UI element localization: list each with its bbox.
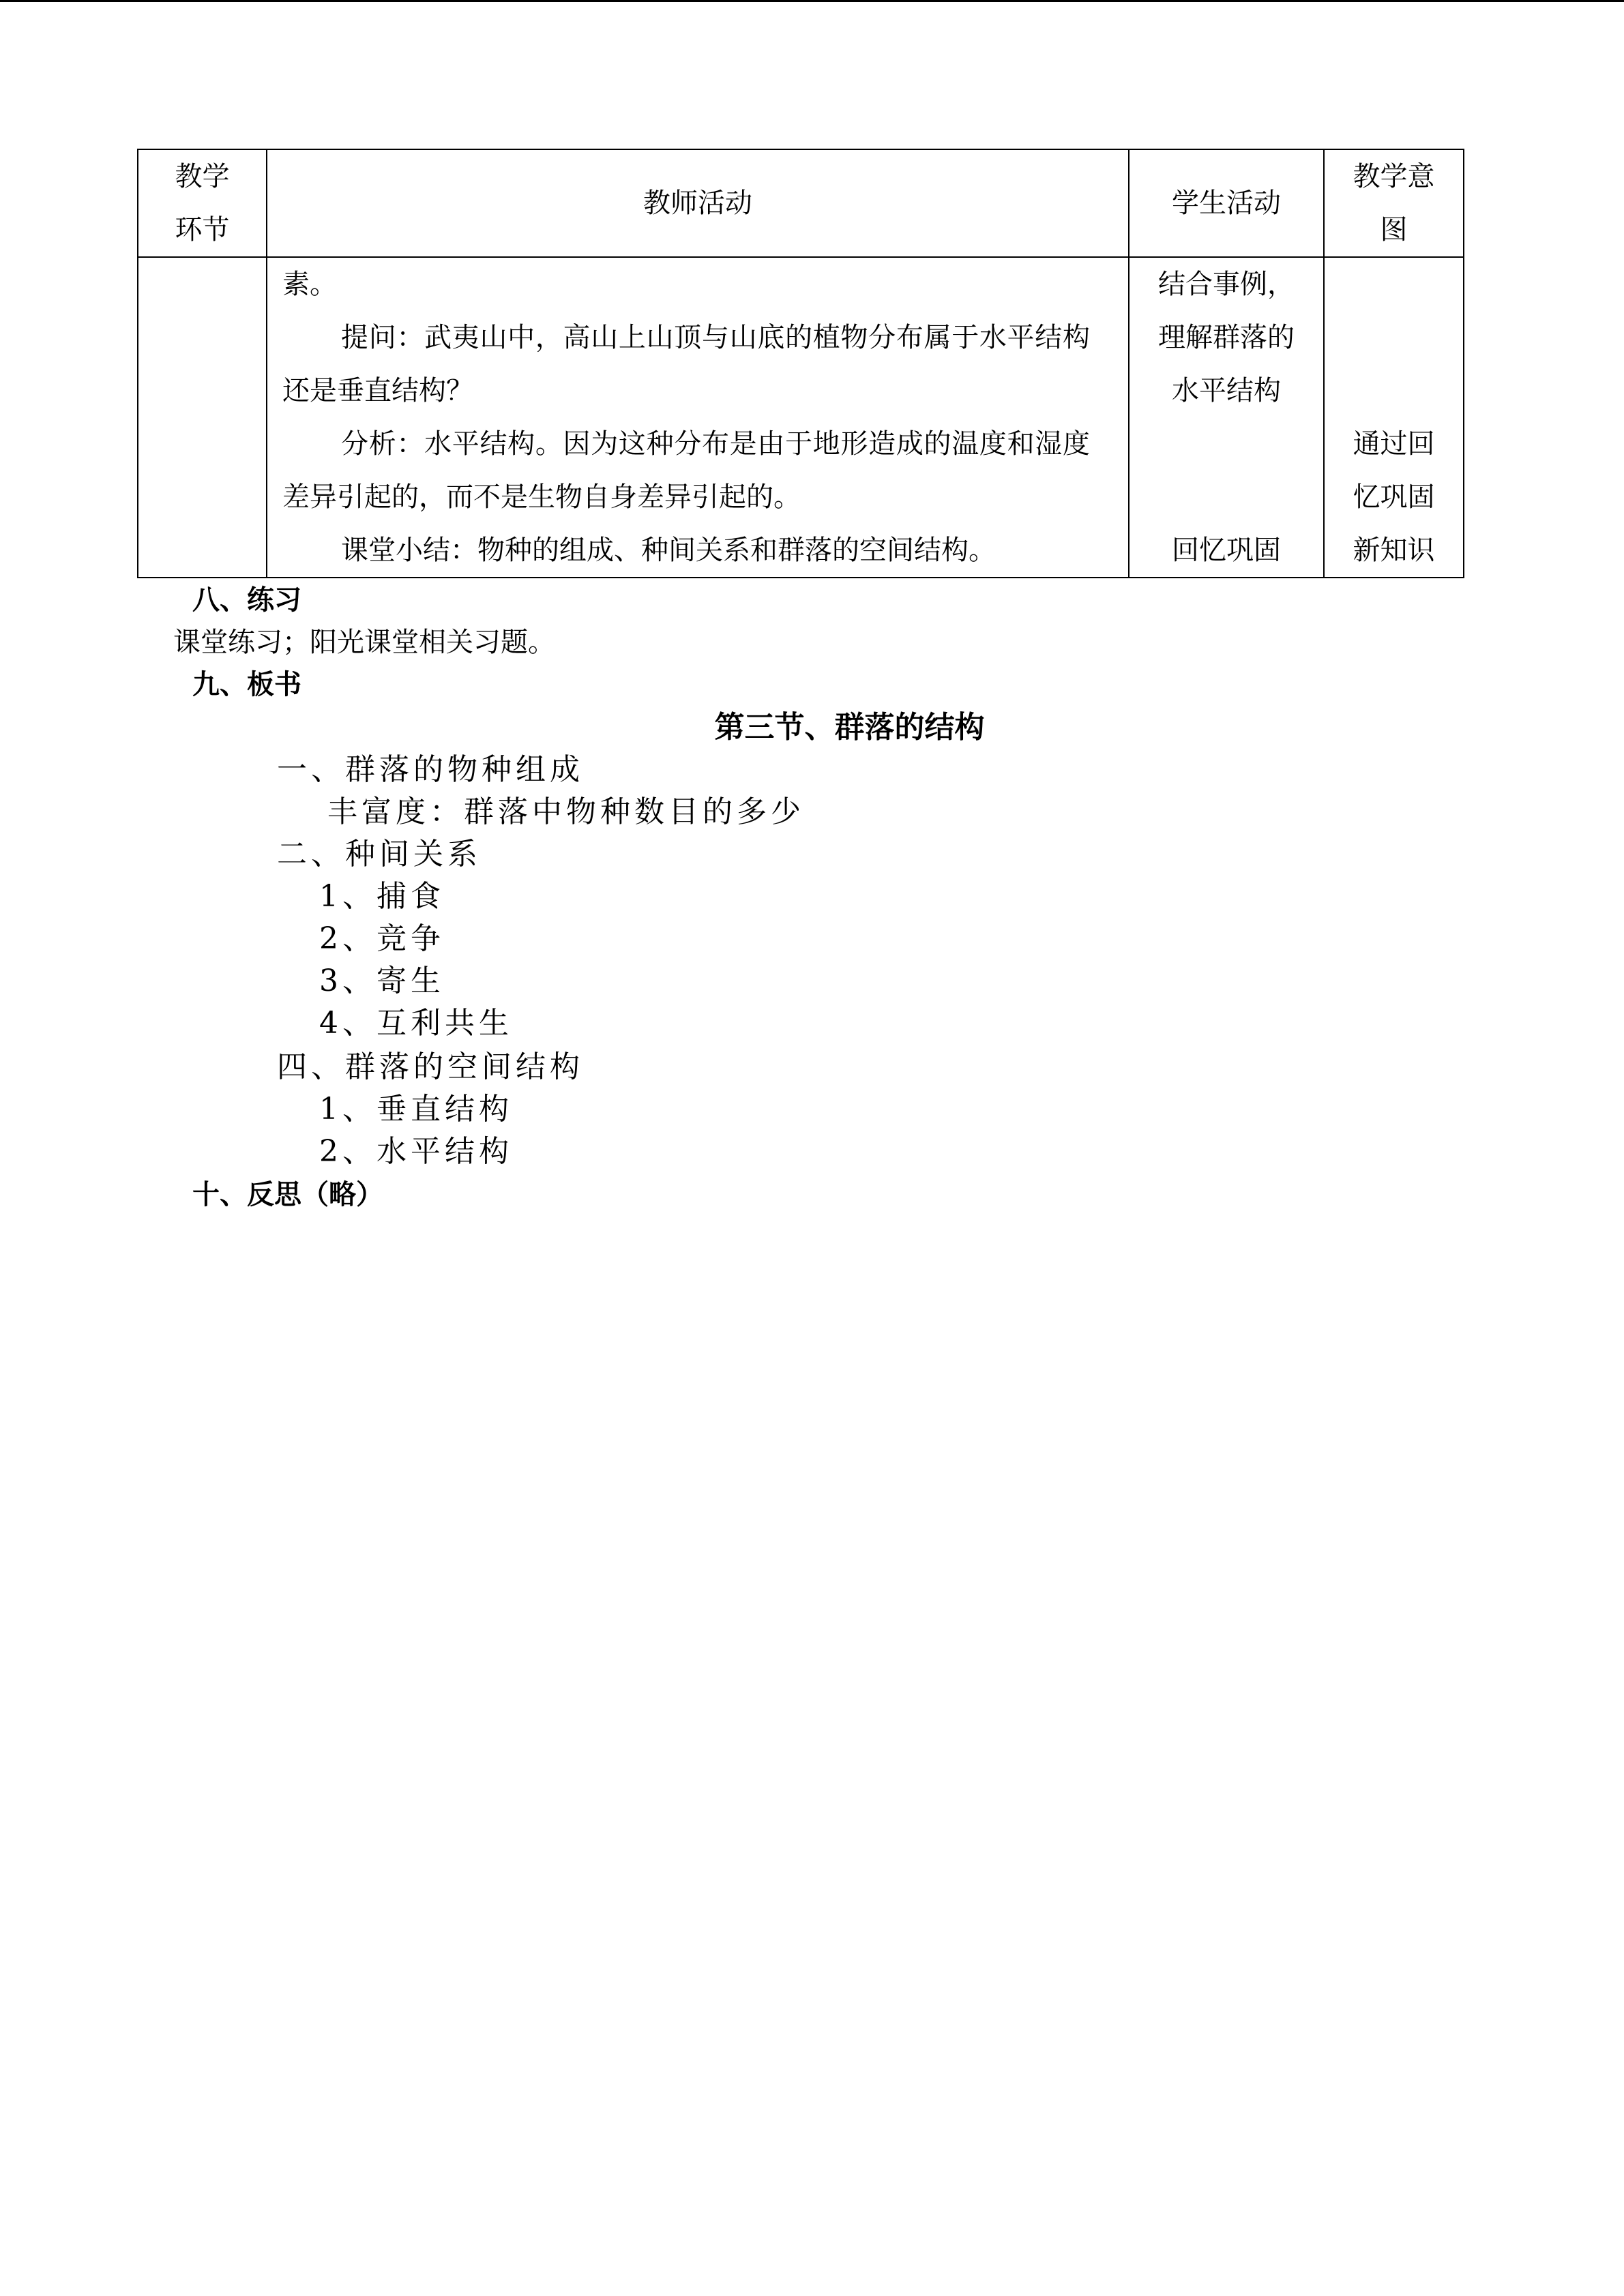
board-line: 2、竞争	[319, 921, 445, 956]
teacher-paragraph: 课堂小结：物种的组成、种间关系和群落的空间结构。	[341, 535, 996, 566]
section-8-text: 课堂练习；阳光课堂相关习题。	[173, 627, 555, 658]
board-line: 1、捕食	[319, 879, 445, 914]
section-cell	[138, 257, 267, 578]
intent-line: 忆巩固	[1353, 481, 1435, 513]
header-intent-line1: 教学意	[1353, 161, 1435, 192]
board-line: 丰富度：群落中物种数目的多少	[327, 794, 805, 829]
intent-line: 新知识	[1353, 535, 1435, 566]
board-line: 二、种间关系	[277, 837, 482, 871]
board-line: 4、互利共生	[319, 1006, 513, 1041]
lesson-plan-table	[137, 149, 1464, 578]
student-line: 结合事例，	[1158, 269, 1295, 300]
board-line: 一、群落的物种组成	[277, 752, 584, 787]
board-title: 第三节、群落的结构	[714, 710, 985, 745]
board-line: 2、水平结构	[319, 1134, 513, 1169]
board-line: 3、寄生	[319, 964, 445, 998]
header-section	[138, 149, 267, 257]
student-activity-cell	[1129, 257, 1324, 578]
student-line: 回忆巩固	[1172, 535, 1281, 566]
intent-line: 通过回	[1353, 428, 1435, 460]
teacher-paragraph: 提问：武夷山中，高山上山顶与山底的植物分布属于水平结构还是垂直结构？	[282, 322, 1090, 406]
header-intent	[1324, 149, 1464, 257]
header-section-line1: 教学	[175, 161, 230, 192]
board-line: 四、群落的空间结构	[277, 1049, 584, 1084]
section-10-heading: 十、反思（略）	[192, 1179, 383, 1210]
header-intent-line2: 图	[1380, 214, 1408, 245]
header-student: 学生活动	[1129, 149, 1324, 257]
teacher-activity-cell	[267, 257, 1129, 578]
page-top-border	[0, 0, 1624, 2]
table-body-row	[138, 257, 1464, 578]
teaching-intent-cell	[1324, 257, 1464, 578]
header-section-line2: 环节	[175, 214, 230, 245]
board-line: 1、垂直结构	[319, 1092, 513, 1127]
teacher-paragraph: 分析：水平结构。因为这种分布是由于地形造成的温度和湿度差异引起的，而不是生物自身差异引起的。	[282, 428, 1090, 513]
table-header-row	[138, 149, 1464, 257]
student-line: 理解群落的	[1158, 322, 1295, 353]
teacher-paragraph: 素。	[282, 269, 337, 300]
section-8-heading: 八、练习	[192, 584, 301, 616]
student-line: 水平结构	[1172, 375, 1281, 406]
section-9-heading: 九、板书	[192, 669, 301, 700]
header-teacher: 教师活动	[267, 149, 1129, 257]
